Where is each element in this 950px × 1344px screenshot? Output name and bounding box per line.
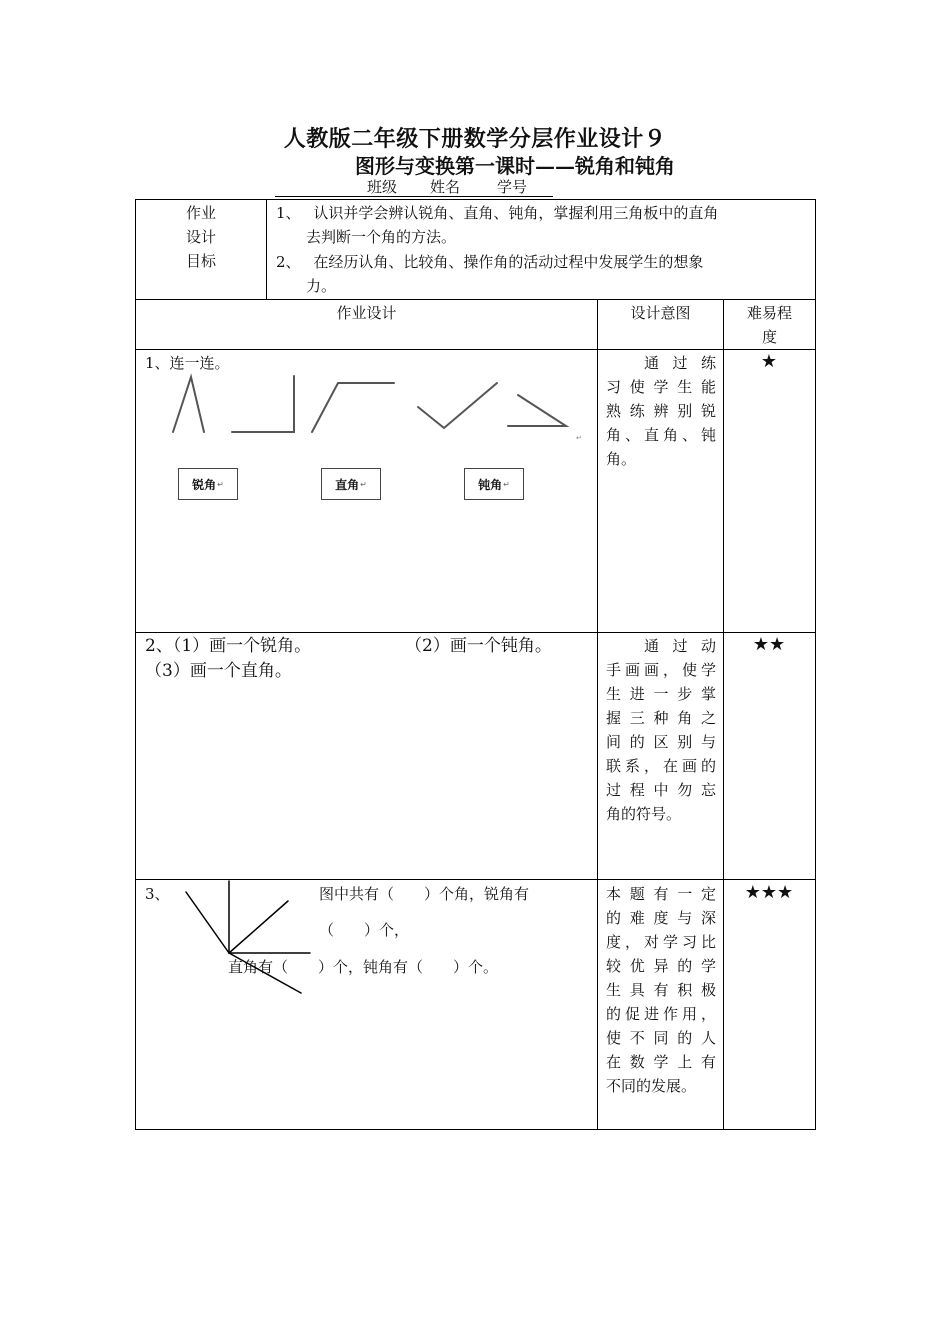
page-subtitle: 图形与变换第一课时——锐角和钝角 [355,154,675,178]
class-label: 班级 [367,178,398,196]
page-title: 人教版二年级下册数学分层作业设计９ [283,126,667,152]
difficulty-stars: ★★ [752,634,786,655]
question-3-intent: 本题有一定 的难度与深 度，对学习比 较优异的学 生具有积极 的促进作用， 使不同的人 在数学上有 不同的发展。 [606,885,716,1095]
question-3-line-1: 图中共有（ ）个角，锐角有 [319,885,530,903]
ray-upper-left [186,892,229,953]
question-3-line-2: （ ）个， [319,921,410,939]
difficulty-header-line: 度 [761,328,777,346]
number-label: 学号 [497,178,528,196]
goals-label-line: 目标 [185,252,216,270]
question-2-intent: 通过动 手画画，使学 生进一步掌 握三种角之 间的区别与 联系，在画的 过程中勿忘 角的符号。 [606,637,716,823]
difficulty-header-line: 难易程 [746,304,792,322]
question-1-prompt: 1、连一连。 [145,354,230,372]
label-box-obtuse[interactable]: 钝角 ↵ [464,468,524,500]
goal-text-cont: 力。 [306,277,337,295]
goal-text-cont: 去判断一个角的方法。 [306,228,457,246]
question-3-line-3: 直角有（ ）个，钝角有（ ）个。 [228,958,499,976]
name-label: 姓名 [430,178,461,196]
question-2-part-1: 2、（1）画一个锐角。 [145,636,312,656]
question-2-part-2: （2）画一个钝角。 [405,636,552,656]
goals-label-line: 设计 [185,228,216,246]
goal-text: 认识并学会辨认锐角、直角、钝角，掌握利用三角板中的直角 [313,204,719,222]
goal-number: 2、 [276,253,301,271]
difficulty-stars: ★ [760,351,778,372]
difficulty-stars: ★★★ [744,882,794,903]
ray-middle [229,901,288,953]
label-box-right[interactable]: 直角 ↵ [321,468,381,500]
goal-text: 在经历认角、比较角、操作角的活动过程中发展学生的想象 [313,253,704,271]
column-header-intent: 设计意图 [630,304,691,322]
question-1-intent: 通过练 习使学生能 熟练辨别锐 角、直角、钝 角。 [606,354,716,468]
goal-number: 1、 [276,204,301,222]
goals-label-line: 作业 [185,204,216,222]
label-box-acute[interactable]: 锐角 ↵ [178,468,238,500]
column-header-design: 作业设计 [336,304,397,322]
question-2-part-3: （3）画一个直角。 [145,661,292,681]
svg-text:↵: ↵ [576,434,582,442]
question-3-number: 3、 [145,885,170,903]
